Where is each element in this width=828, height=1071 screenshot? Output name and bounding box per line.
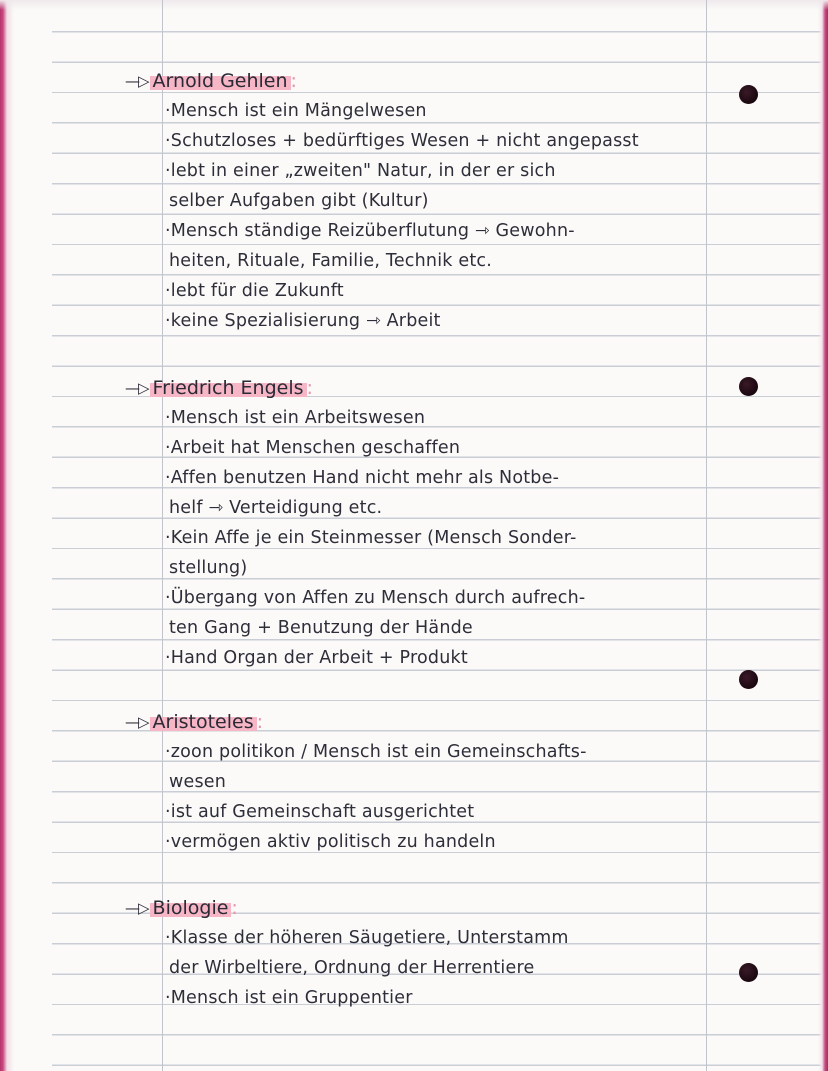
note-line: ·Arbeit hat Menschen geschaffen <box>165 438 461 458</box>
note-line: der Wirbeltiere, Ordnung der Herrentiere <box>169 958 535 978</box>
note-line: ·Schutzloses + bedürftiges Wesen + nicht angepasst <box>165 131 639 151</box>
note-line: heiten, Rituale, Familie, Technik etc. <box>169 251 492 271</box>
note-line: selber Aufgaben gibt (Kultur) <box>169 191 429 211</box>
note-line: ·Affen benutzen Hand nicht mehr als Notbe- <box>165 468 560 488</box>
section-aristoteles <box>125 707 768 857</box>
note-line: ·Klasse der höheren Säugetiere, Unterstamm <box>165 928 569 948</box>
section-heading: Biologie <box>150 897 232 919</box>
page-right-edge <box>772 0 828 1071</box>
section-biologie <box>125 893 768 1013</box>
section-heading-row <box>125 373 768 403</box>
note-line: ·keine Spezialisierung ⇾ Arbeit <box>165 311 441 331</box>
note-line: ten Gang + Benutzung der Hände <box>169 618 473 638</box>
arrow-icon: —▷ <box>125 72 148 90</box>
note-line: ·lebt für die Zukunft <box>165 281 344 301</box>
note-line: ·Übergang von Affen zu Mensch durch aufrech- <box>165 588 586 608</box>
arrow-icon: —▷ <box>125 379 148 397</box>
section-heading: Friedrich Engels <box>150 377 307 399</box>
note-line: ·lebt in einer „zweiten" Natur, in der er sich <box>165 161 556 181</box>
note-line: ·Hand Organ der Arbeit + Produkt <box>165 648 468 668</box>
section-arnold-gehlen <box>125 66 768 336</box>
note-line: ·Mensch ist ein Gruppentier <box>165 988 413 1008</box>
page-left-edge <box>0 0 52 1071</box>
note-line: ·zoon politikon / Mensch ist ein Gemeinschafts- <box>165 742 587 762</box>
section-heading: Arnold Gehlen <box>150 70 291 92</box>
note-line: ·vermögen aktiv politisch zu handeln <box>165 832 496 852</box>
section-heading-row <box>125 893 768 923</box>
note-line: ·Mensch ständige Reizüberflutung ⇾ Gewohn- <box>165 221 575 241</box>
page-top-edge <box>0 0 828 10</box>
heading-colon: : <box>290 70 297 92</box>
arrow-icon: —▷ <box>125 899 148 917</box>
note-line: helf ⇾ Verteidigung etc. <box>169 498 383 518</box>
section-heading-row <box>125 707 768 737</box>
note-line: ·Mensch ist ein Mängelwesen <box>165 101 427 121</box>
section-heading: Aristoteles <box>150 711 257 733</box>
section-heading-row <box>125 66 768 96</box>
note-line: ·ist auf Gemeinschaft ausgerichtet <box>165 802 475 822</box>
heading-colon: : <box>256 711 264 733</box>
note-line: stellung) <box>169 558 248 578</box>
section-friedrich-engels <box>125 373 768 673</box>
note-line: wesen <box>169 772 227 792</box>
heading-colon: : <box>231 897 238 919</box>
note-line: ·Mensch ist ein Arbeitswesen <box>165 408 426 428</box>
arrow-icon: —▷ <box>125 713 148 731</box>
note-line: ·Kein Affe je ein Steinmesser (Mensch Sonder- <box>165 528 577 548</box>
heading-colon: : <box>306 377 313 399</box>
